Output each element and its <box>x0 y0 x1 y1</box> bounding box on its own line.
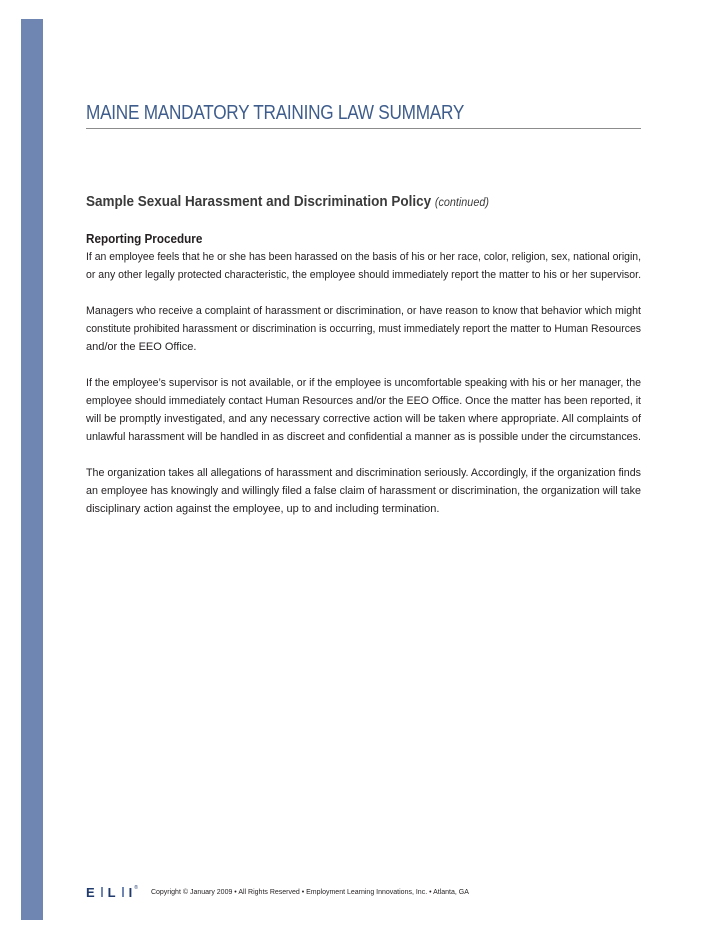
page-footer <box>86 884 469 900</box>
paragraph-1 <box>86 248 641 284</box>
copyright-text: Copyright © January 2009 • All Rights Reserved • Employment Learning Innovations, Inc. • Atlanta, GA <box>150 888 469 896</box>
registered-mark: ® <box>134 884 139 891</box>
paragraph-line: constitute prohibited harassment or discrimination is occurring, must immediately report the matter to Human Resources <box>86 323 641 335</box>
paragraph-line: The organization takes all allegations of harassment and discrimination seriously. Accordingly, if the organization finds <box>86 467 641 479</box>
section-heading-text: Sample Sexual Harassment and Discrimination Policy <box>86 193 432 210</box>
paragraph-line: will be promptly investigated, and any necessary corrective action will be taken where appropriate. All complaints of <box>86 413 641 425</box>
paragraph-line: unlawful harassment will be handled in as discreet and confidential a manner as is possible under the circumstances. <box>86 431 641 443</box>
paragraph-line: If the employee’s supervisor is not available, or if the employee is uncomfortable speaking with his or her manager, the <box>86 377 641 389</box>
eli-logo <box>86 885 139 900</box>
paragraph-4 <box>86 464 641 518</box>
paragraph-line: or any other legally protected characteristic, the employee should immediately report the matter to his or her supervisor. <box>86 269 641 281</box>
title-divider <box>86 128 641 129</box>
paragraph-3 <box>86 374 641 446</box>
logo-letter-l: L <box>107 884 117 900</box>
paragraph-line: If an employee feels that he or she has been harassed on the basis of his or her race, color, religion, sex, national origin, <box>86 251 641 263</box>
logo-separator <box>101 887 103 897</box>
paragraph-line: disciplinary action against the employee, up to and including termination. <box>86 503 440 515</box>
side-accent-bar <box>21 19 43 920</box>
reporting-procedure-heading: Reporting Procedure <box>86 231 203 246</box>
policy-body <box>86 230 641 536</box>
page-title: MAINE MANDATORY TRAINING LAW SUMMARY <box>86 102 465 124</box>
paragraph-line: an employee has knowingly and willingly filed a false claim of harassment or discrimination, the organization will take <box>86 485 641 497</box>
section-heading-continued: (continued) <box>434 195 489 209</box>
paragraph-line: employee should immediately contact Human Resources and/or the EEO Office. Once the matter has been reported, it <box>86 395 641 407</box>
logo-letter-e: E <box>86 884 96 900</box>
paragraph-line: and/or the EEO Office. <box>86 341 197 353</box>
logo-separator <box>122 887 124 897</box>
paragraph-2 <box>86 302 641 356</box>
paragraph-line: Managers who receive a complaint of harassment or discrimination, or have reason to know that behavior which might <box>86 305 641 317</box>
section-heading <box>86 193 489 210</box>
logo-letter-i: I <box>128 884 134 900</box>
